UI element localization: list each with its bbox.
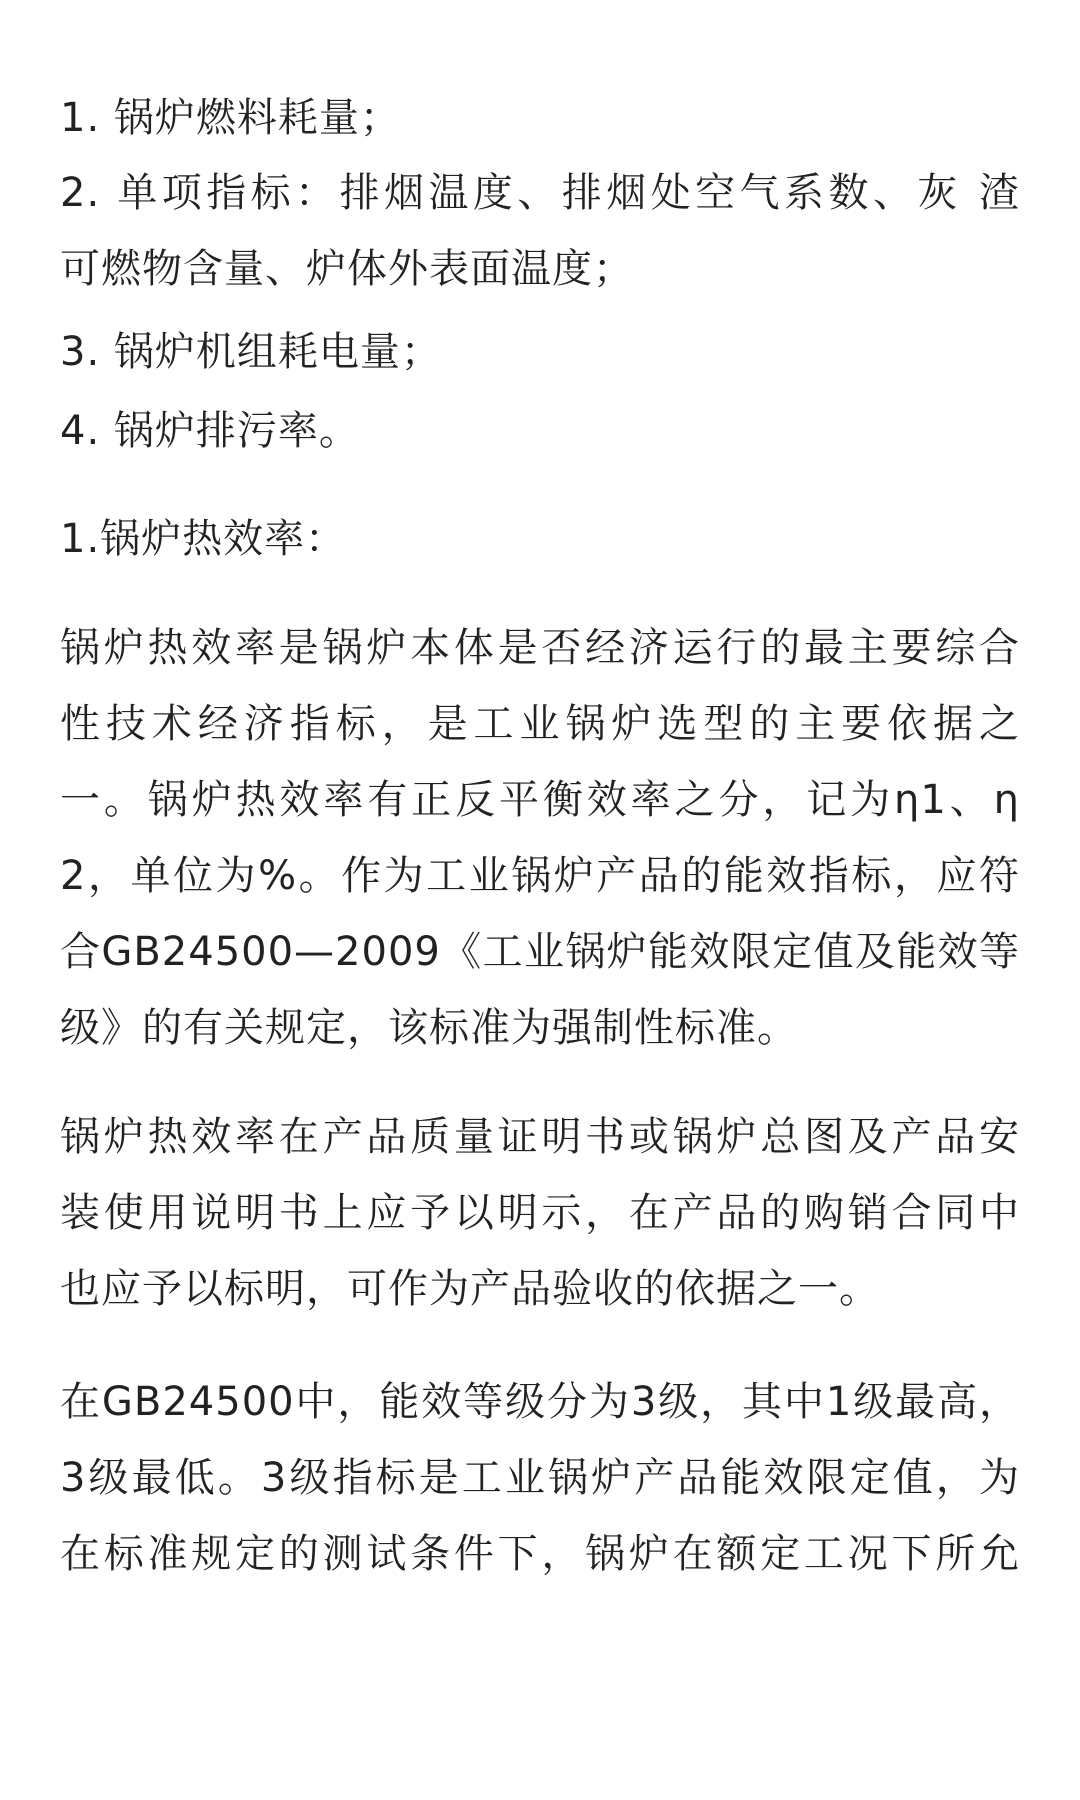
paragraph-3-line-3: 在标准规定的测试条件下，锅炉在额定工况下所允 (60, 1531, 1020, 1577)
paragraph-1-line-1: 锅炉热效率是锅炉本体是否经济运行的最主要综合 (60, 625, 1020, 671)
list-item-1-text: 1. 锅炉燃料耗量； (60, 95, 401, 141)
paragraph-3-line-2: 3级最低。3级指标是工业锅炉产品能效限定值，为 (60, 1455, 1020, 1501)
paragraph-2-line-2: 装使用说明书上应予以明示，在产品的购销合同中 (60, 1190, 1020, 1236)
paragraph-1-line-3: 一。锅炉热效率有正反平衡效率之分，记为η1、η (60, 777, 1020, 823)
list-item-3 (60, 314, 1020, 390)
paragraph-1-line-6: 级》的有关规定，该标准为强制性标准。 (60, 1005, 798, 1051)
list-item-3-text: 3. 锅炉机组耗电量； (60, 329, 442, 375)
paragraph-2 (60, 1099, 1020, 1327)
paragraph-3-line-1: 在GB24500中，能效等级分为3级，其中1级最高， (60, 1379, 1020, 1425)
section-heading-text: 1.锅炉热效率： (60, 516, 347, 562)
paragraph-1-line-5: 合GB24500—2009《工业锅炉能效限定值及能效等 (60, 929, 1020, 975)
list-item-2 (60, 155, 1020, 307)
list-item-4-text: 4. 锅炉排污率。 (60, 408, 360, 454)
paragraph-2-line-1: 锅炉热效率在产品质量证明书或锅炉总图及产品安 (60, 1114, 1020, 1160)
paragraph-1 (60, 610, 1020, 1066)
section-heading (60, 501, 1020, 577)
paragraph-2-line-3: 也应予以标明，可作为产品验收的依据之一。 (60, 1266, 880, 1312)
list-item-2-line-2: 可燃物含量、炉体外表面温度； (60, 246, 634, 292)
list-item-2-line-1: 2. 单项指标：排烟温度、排烟处空气系数、灰 渣 (60, 170, 1020, 216)
paragraph-3 (60, 1364, 1020, 1592)
list-item-1 (60, 80, 1020, 156)
paragraph-1-line-2: 性技术经济指标，是工业锅炉选型的主要依据之 (60, 701, 1020, 747)
paragraph-1-line-4: 2，单位为%。作为工业锅炉产品的能效指标，应符 (60, 853, 1020, 899)
list-item-4 (60, 393, 1020, 469)
